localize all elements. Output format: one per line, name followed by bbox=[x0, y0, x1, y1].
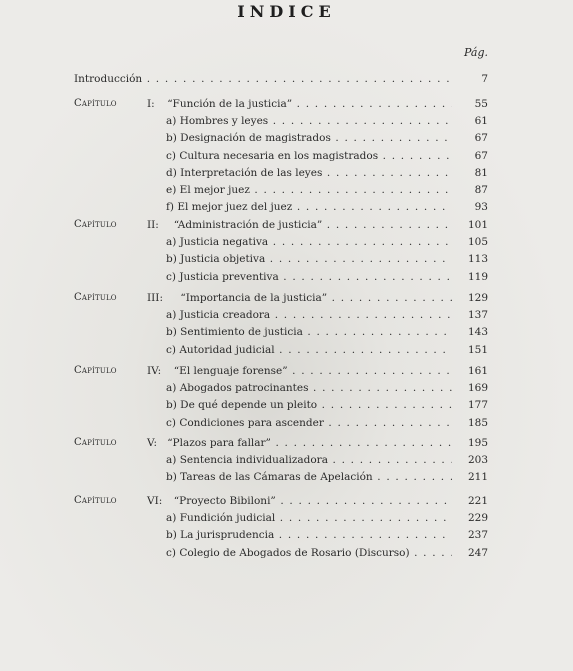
subentry-label: c) Condiciones para ascender . . . bbox=[166, 416, 452, 430]
toc-subentry-row bbox=[0, 343, 573, 357]
subentry-label: b) Designación de magistrados . . . bbox=[166, 131, 452, 145]
toc-chapter-row bbox=[0, 291, 573, 305]
chapter-title: “Plazos para fallar” . . . bbox=[167, 436, 452, 450]
chapter-word: Capítulo bbox=[74, 365, 117, 376]
subentry-label: a) Hombres y leyes . . . bbox=[166, 114, 452, 128]
chapter-page: 101 bbox=[467, 219, 488, 231]
subentry-label: c) Cultura necesaria en los magistrados . . . bbox=[166, 149, 452, 163]
subentry-page: 143 bbox=[467, 326, 488, 339]
chapter-title: “Función de la justicia” . . . bbox=[167, 97, 452, 111]
subentry-label: b) La jurisprudencia . . . bbox=[166, 528, 452, 542]
subentry-page: 61 bbox=[474, 115, 488, 128]
toc-entry-label: Introducción . . . bbox=[74, 72, 452, 86]
toc-subentry-row bbox=[0, 200, 573, 214]
toc-chapter-row bbox=[0, 494, 573, 508]
chapter-word: Capítulo bbox=[74, 495, 117, 506]
page-column-header: Pág. bbox=[463, 46, 488, 59]
toc-chapter-row bbox=[0, 218, 573, 232]
toc-subentry-row bbox=[0, 183, 573, 197]
subentry-page: 67 bbox=[474, 132, 488, 145]
chapter-word: Capítulo bbox=[74, 437, 117, 448]
chapter-number: II: bbox=[147, 219, 159, 231]
chapter-number: III: bbox=[147, 292, 163, 304]
chapter-title: “El lenguaje forense” . . . bbox=[174, 364, 452, 378]
toc-subentry-row bbox=[0, 166, 573, 180]
chapter-word: Capítulo bbox=[74, 98, 117, 109]
subentry-label: a) Justicia negativa . . . bbox=[166, 235, 452, 249]
toc-subentry-row bbox=[0, 453, 573, 467]
toc-subentry-row bbox=[0, 511, 573, 525]
subentry-label: d) Interpretación de las leyes . . . bbox=[166, 166, 452, 180]
subentry-page: 247 bbox=[467, 546, 488, 559]
subentry-label: a) Abogados patrocinantes . . . bbox=[166, 381, 452, 395]
subentry-page: 67 bbox=[474, 149, 488, 162]
toc-subentry-row bbox=[0, 149, 573, 163]
chapter-title: “Importancia de la justicia” . . . bbox=[180, 291, 452, 305]
chapter-number: I: bbox=[147, 98, 155, 110]
chapter-page: 55 bbox=[474, 98, 488, 110]
toc-entry-introduction bbox=[0, 72, 573, 86]
subentry-label: a) Sentencia individualizadora . . . bbox=[166, 453, 452, 467]
toc-chapter-row bbox=[0, 436, 573, 450]
chapter-title: “Administración de justicia” . . . bbox=[174, 218, 452, 232]
toc-subentry-row bbox=[0, 114, 573, 128]
toc-subentry-row bbox=[0, 546, 573, 560]
toc-entry-page: 7 bbox=[481, 73, 488, 85]
subentry-label: f) El mejor juez del juez . . . bbox=[166, 200, 452, 214]
subentry-label: a) Justicia creadora . . . bbox=[166, 308, 452, 322]
subentry-page: 203 bbox=[467, 454, 488, 467]
chapter-number: VI: bbox=[147, 495, 163, 507]
subentry-page: 87 bbox=[474, 184, 488, 196]
chapter-page: 129 bbox=[467, 292, 488, 304]
chapter-word: Capítulo bbox=[74, 219, 117, 230]
subentry-page: 169 bbox=[467, 382, 488, 395]
toc-subentry-row bbox=[0, 131, 573, 145]
subentry-label: c) Colegio de Abogados de Rosario (Discurso) . . . bbox=[166, 546, 452, 560]
subentry-label: c) Justicia preventiva . . . bbox=[166, 270, 452, 284]
chapter-number: V: bbox=[147, 437, 158, 449]
subentry-label: b) Tareas de las Cámaras de Apelación . . . bbox=[166, 470, 452, 484]
chapter-title: “Proyecto Bibiloni” . . . bbox=[174, 494, 452, 508]
toc-subentry-row bbox=[0, 252, 573, 266]
toc-subentry-row bbox=[0, 528, 573, 542]
subentry-label: e) El mejor juez . . . bbox=[166, 183, 452, 197]
subentry-page: 177 bbox=[467, 399, 488, 412]
subentry-page: 237 bbox=[467, 529, 488, 542]
subentry-label: b) Justicia objetiva . . . bbox=[166, 252, 452, 266]
subentry-page: 185 bbox=[467, 416, 488, 429]
subentry-label: a) Fundición judicial . . . bbox=[166, 511, 452, 525]
subentry-page: 229 bbox=[467, 512, 488, 525]
page-title: INDICE bbox=[237, 2, 336, 21]
subentry-page: 93 bbox=[474, 201, 488, 214]
toc-subentry-row bbox=[0, 308, 573, 322]
toc-subentry-row bbox=[0, 381, 573, 395]
chapter-word: Capítulo bbox=[74, 292, 117, 303]
subentry-page: 105 bbox=[467, 236, 488, 249]
subentry-label: b) De qué depende un pleito . . . bbox=[166, 398, 452, 412]
chapter-page: 195 bbox=[467, 437, 488, 449]
toc-subentry-row bbox=[0, 270, 573, 284]
toc-subentry-row bbox=[0, 235, 573, 249]
subentry-page: 119 bbox=[467, 270, 488, 283]
subentry-page: 81 bbox=[474, 166, 488, 179]
chapter-number: IV: bbox=[147, 365, 162, 377]
toc-subentry-row bbox=[0, 416, 573, 430]
toc-chapter-row bbox=[0, 364, 573, 378]
toc-subentry-row bbox=[0, 398, 573, 412]
subentry-page: 211 bbox=[467, 471, 488, 484]
chapter-page: 221 bbox=[467, 495, 488, 507]
chapter-page: 161 bbox=[467, 365, 488, 377]
toc-chapter-row bbox=[0, 97, 573, 111]
subentry-label: b) Sentimiento de justicia . . . bbox=[166, 325, 452, 339]
toc-subentry-row bbox=[0, 325, 573, 339]
subentry-label: c) Autoridad judicial . . . bbox=[166, 343, 452, 357]
subentry-page: 137 bbox=[467, 309, 488, 322]
toc-subentry-row bbox=[0, 470, 573, 484]
subentry-page: 151 bbox=[467, 343, 488, 356]
subentry-page: 113 bbox=[467, 253, 488, 266]
